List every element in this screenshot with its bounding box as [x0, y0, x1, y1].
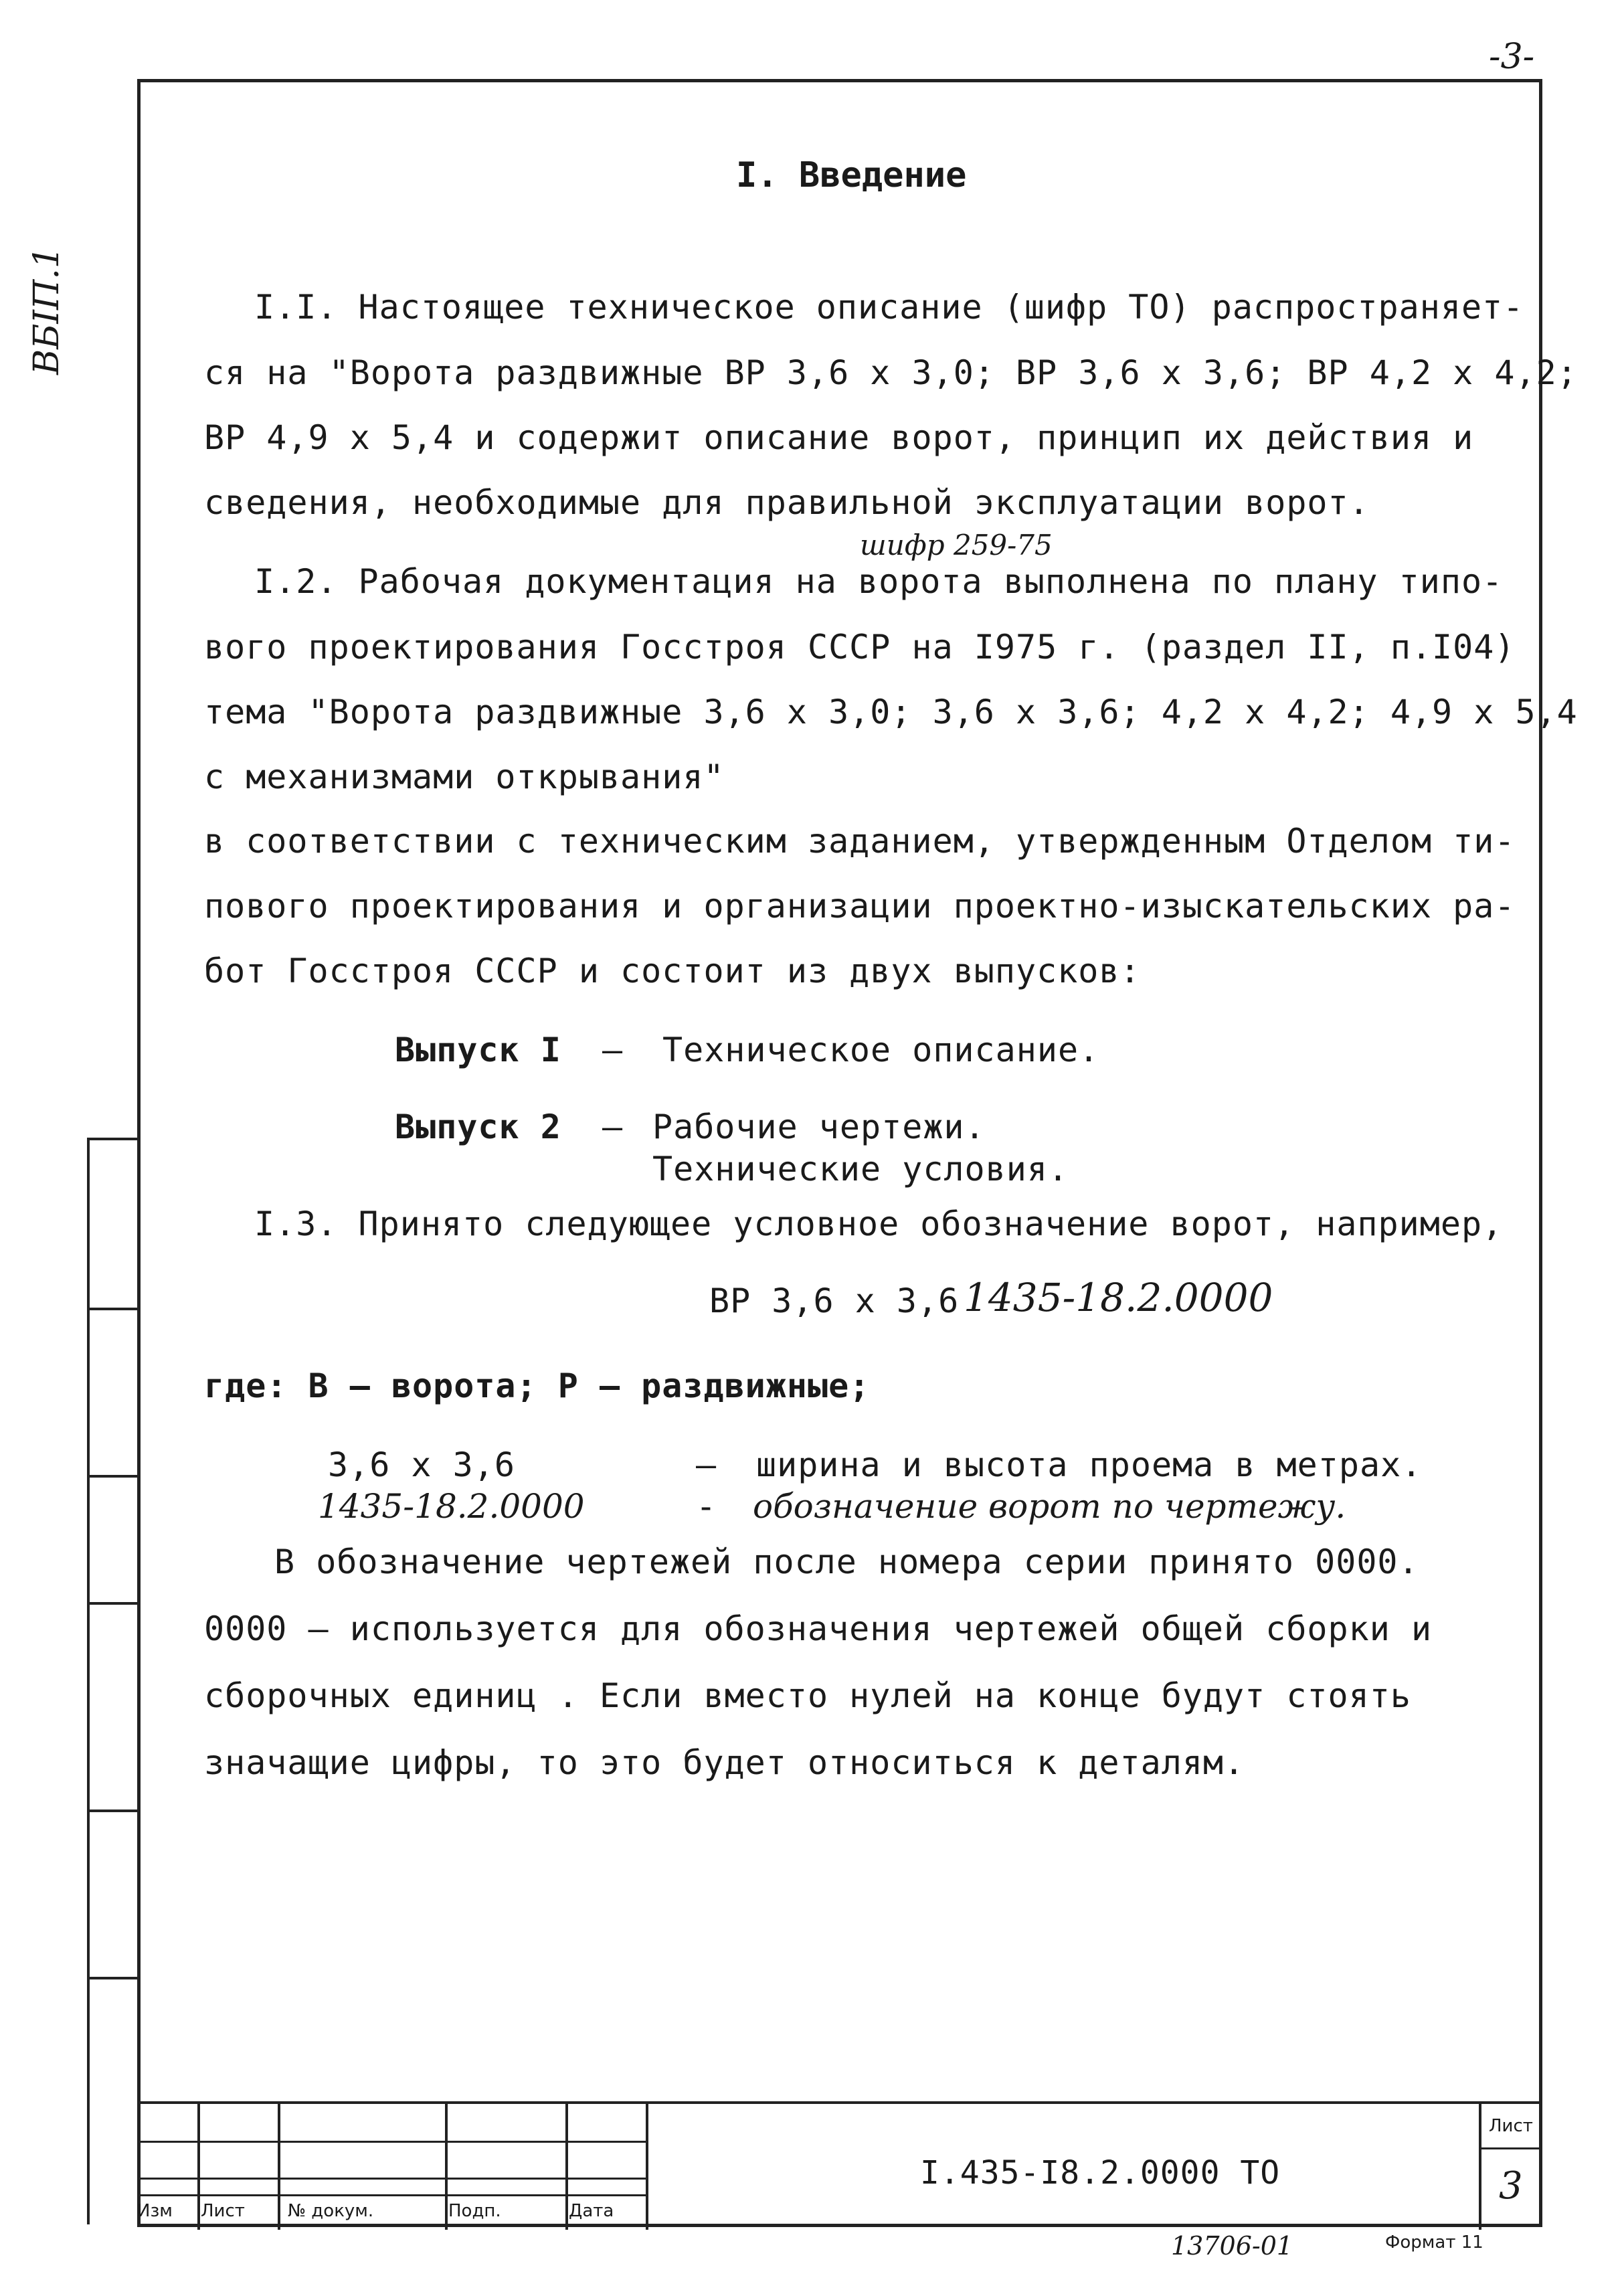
stamp-col-label: № докум. — [288, 2201, 374, 2221]
side-note: ВБІП.1 — [27, 246, 67, 375]
issue-text: Техническое описание. — [662, 1031, 1100, 1069]
stamp-col-label: Изм — [137, 2201, 173, 2221]
legend-desc: обозначение ворот по чертежу. — [753, 1487, 1346, 1526]
document-code: I.435-I8.2.0000 ТО — [920, 2154, 1281, 2192]
stamp-col-label: Дата — [569, 2201, 614, 2221]
paragraph-1-1-line: сведения, необходимые для правильной эксплуатации ворот. — [204, 483, 1370, 522]
sheet-label: Лист — [1489, 2116, 1533, 2136]
issue-label: Выпуск I — [395, 1031, 561, 1069]
paragraph-1-2-line: пового проектирования и организации проектно-изыскательских ра- — [204, 887, 1516, 925]
issue-text: Рабочие чертежи. — [652, 1108, 986, 1146]
issue-dash: – — [602, 1108, 624, 1146]
where-line: где: В – ворота; Р – раздвижные; — [204, 1366, 871, 1405]
example-code: 1435-18.2.0000 — [964, 1275, 1273, 1320]
paragraph-1-2-line: вого проектирования Госстроя СССР на I975 г. (раздел II, п.I04) — [204, 628, 1516, 667]
page-title: I. Введение — [736, 155, 967, 195]
legend-dash: - — [696, 1487, 717, 1526]
stamp-col-label: Подп. — [448, 2201, 501, 2221]
issue-dash: – — [602, 1031, 624, 1069]
stamp-col-label: Лист — [201, 2201, 245, 2221]
format-label: Формат 11 — [1385, 2232, 1483, 2253]
page-number: -3- — [1489, 37, 1535, 77]
closing-line: 0000 – используется для обозначения чертежей общей сборки и — [204, 1609, 1433, 1648]
paragraph-1-3: I.3. Принято следующее условное обозначение ворот, например, — [254, 1205, 1504, 1243]
paragraph-1-2-line: с механизмами открывания" — [204, 758, 725, 796]
paragraph-1-2-line: тема "Ворота раздвижные 3,6 х 3,0; 3,6 х 3,6; 4,2 х 4,2; 4,9 х 5,4 — [204, 693, 1578, 731]
closing-line: В обозначение чертежей после номера серии принято 0000. — [274, 1542, 1419, 1581]
paragraph-1-2-line: I.2. Рабочая документация на ворота выполнена по плану типо- — [254, 562, 1504, 601]
paragraph-1-2-line: бот Госстроя СССР и состоит из двух выпусков: — [204, 952, 1141, 990]
legend-term: 1435-18.2.0000 — [318, 1487, 585, 1526]
legend-term: 3,6 х 3,6 — [328, 1445, 515, 1484]
closing-line: сборочных единиц . Если вместо нулей на конце будут стоять — [204, 1676, 1411, 1715]
title-block — [137, 2101, 1542, 2230]
issue-label: Выпуск 2 — [395, 1108, 561, 1146]
paragraph-1-1-line: ся на "Ворота раздвижные ВР 3,6 х 3,0; ВР 3,6 х 3,6; ВР 4,2 х 4,2; — [204, 353, 1578, 392]
paragraph-1-2-line: в соответствии с техническим заданием, утвержденным Отделом ти- — [204, 822, 1516, 861]
sheet-number: 3 — [1499, 2164, 1523, 2208]
issue-text: Технические условия. — [652, 1150, 1069, 1188]
order-number: 13706-01 — [1171, 2231, 1293, 2261]
paragraph-1-1-line: ВР 4,9 х 5,4 и содержит описание ворот, принцип их действия и — [204, 418, 1474, 457]
legend-dash: – — [696, 1445, 717, 1484]
paragraph-1-1-line: I.I. Настоящее техническое описание (шифр ТО) распространяет- — [254, 288, 1524, 327]
left-margin-table — [87, 1138, 140, 2224]
handwritten-insert: шифр 259-75 — [860, 529, 1053, 561]
example-designation: ВР 3,6 х 3,6 — [709, 1282, 960, 1320]
legend-desc: ширина и высота проема в метрах. — [756, 1445, 1423, 1484]
closing-line: значащие цифры, то это будет относиться к деталям. — [204, 1743, 1245, 1782]
